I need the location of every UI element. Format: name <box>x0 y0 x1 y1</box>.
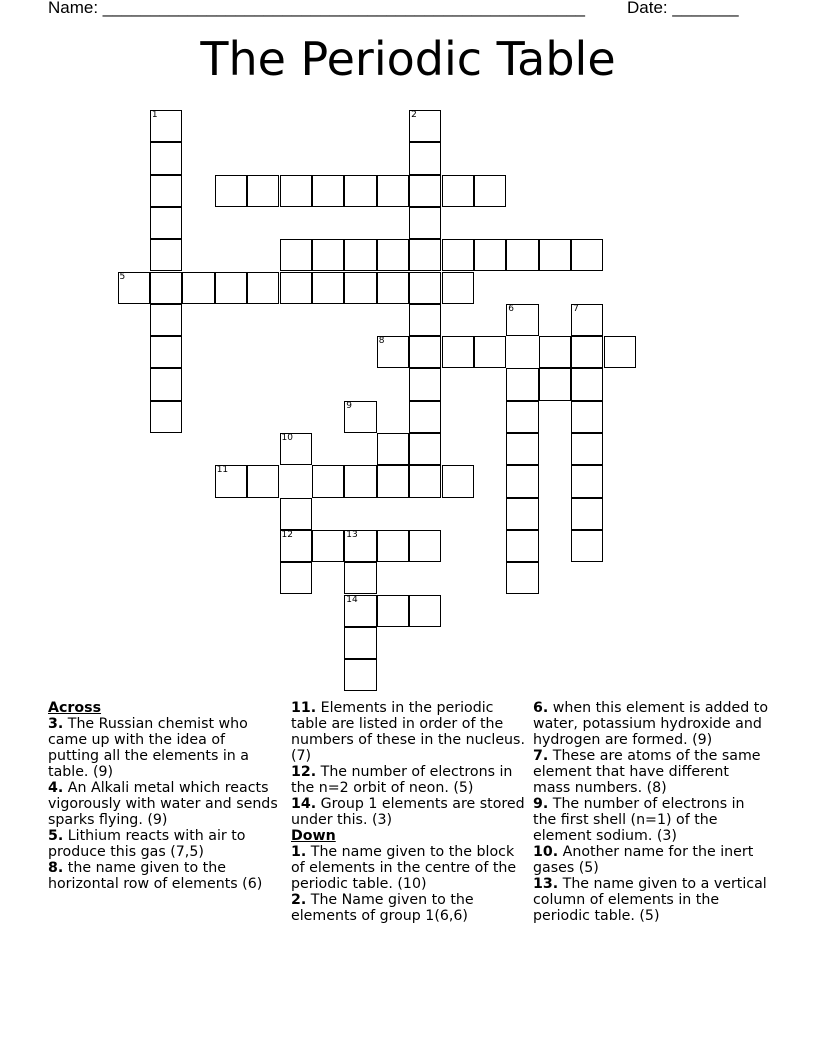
crossword-cell[interactable] <box>377 530 409 562</box>
clue-text: Group 1 elements are stored under this. (3) <box>291 796 525 828</box>
crossword-cell[interactable] <box>506 498 538 530</box>
crossword-cell[interactable] <box>312 530 344 562</box>
crossword-cell[interactable] <box>571 465 603 497</box>
clue-number-label: 10. <box>533 844 559 860</box>
crossword-cell[interactable] <box>312 239 344 271</box>
clue-text: The Russian chemist who came up with the idea of putting all the elements in a table. (9) <box>48 716 249 780</box>
clue-number-label: 9. <box>533 796 549 812</box>
crossword-cell[interactable] <box>280 175 312 207</box>
crossword-cell[interactable] <box>377 175 409 207</box>
crossword-cell[interactable] <box>280 498 312 530</box>
crossword-cell[interactable] <box>280 239 312 271</box>
crossword-cell[interactable] <box>571 304 603 336</box>
clue-number-label: 4. <box>48 780 64 796</box>
crossword-cell[interactable] <box>150 304 182 336</box>
crossword-cell[interactable] <box>344 627 376 659</box>
crossword-cell[interactable] <box>442 465 474 497</box>
clue-number: 2 <box>411 110 417 120</box>
crossword-cell[interactable] <box>312 272 344 304</box>
clue-text: when this element is added to water, potassium hydroxide and hydrogen are formed. (9) <box>533 700 769 748</box>
clue-text: The name given to the block of elements in the centre of the periodic table. (10) <box>291 844 517 892</box>
crossword-cell[interactable] <box>150 175 182 207</box>
crossword-cell[interactable] <box>409 175 441 207</box>
clue-item <box>48 716 278 780</box>
clue-number-label: 13. <box>533 876 559 892</box>
clue-item <box>533 876 769 924</box>
crossword-cell[interactable] <box>571 336 603 368</box>
across-heading: Across <box>48 700 102 716</box>
crossword-cell[interactable] <box>539 239 571 271</box>
crossword-cell[interactable] <box>442 175 474 207</box>
crossword-cell[interactable] <box>377 239 409 271</box>
clue-text: Lithium reacts with air to produce this gas (7,5) <box>48 828 246 860</box>
clue-text: Another name for the inert gases (5) <box>533 844 754 876</box>
crossword-cell[interactable] <box>539 368 571 400</box>
crossword-cell[interactable] <box>506 239 538 271</box>
crossword-cell[interactable] <box>506 304 538 336</box>
crossword-cell[interactable] <box>474 175 506 207</box>
clue-number: 1 <box>151 110 158 120</box>
crossword-cell[interactable] <box>280 272 312 304</box>
clue-text: The number of electrons in the n=2 orbit of neon. (5) <box>291 764 513 796</box>
crossword-cell[interactable] <box>344 530 376 562</box>
crossword-cell[interactable] <box>344 239 376 271</box>
clue-number: 11 <box>216 465 229 476</box>
crossword-cell[interactable] <box>344 659 376 691</box>
crossword-cell[interactable] <box>506 465 538 497</box>
crossword-cell[interactable] <box>247 465 279 497</box>
crossword-cell[interactable] <box>539 336 571 368</box>
page-title: The Periodic Table <box>200 32 616 86</box>
crossword-cell[interactable] <box>409 207 441 239</box>
clue-text: the name given to the horizontal row of elements (6) <box>48 860 263 892</box>
clue-text: The name given to a vertical column of elements in the periodic table. (5) <box>533 876 767 924</box>
crossword-cell[interactable] <box>150 207 182 239</box>
crossword-cell[interactable] <box>377 465 409 497</box>
crossword-cell[interactable] <box>215 465 247 497</box>
crossword-cell[interactable] <box>409 530 441 562</box>
crossword-cell[interactable] <box>506 433 538 465</box>
clue-number-label: 11. <box>291 700 317 716</box>
clue-number-label: 7. <box>533 748 549 764</box>
crossword-cell[interactable] <box>280 433 312 465</box>
crossword-cell[interactable] <box>506 530 538 562</box>
crossword-cell[interactable] <box>280 530 312 562</box>
crossword-cell[interactable] <box>280 562 312 594</box>
crossword-cell[interactable] <box>604 336 636 368</box>
clues-column-3 <box>533 700 769 924</box>
crossword-cell[interactable] <box>344 465 376 497</box>
crossword-cell[interactable] <box>506 401 538 433</box>
crossword-cell[interactable] <box>215 175 247 207</box>
crossword-cell[interactable] <box>409 433 441 465</box>
clue-item <box>291 892 527 924</box>
crossword-cell[interactable] <box>409 239 441 271</box>
crossword-cell[interactable] <box>409 401 441 433</box>
crossword-cell[interactable] <box>409 595 441 627</box>
crossword-cell[interactable] <box>118 272 150 304</box>
clue-item <box>533 748 769 796</box>
crossword-cell[interactable] <box>247 272 279 304</box>
crossword-cell[interactable] <box>150 110 182 142</box>
clue-number-label: 3. <box>48 716 64 732</box>
clue-number: 7 <box>573 303 579 314</box>
crossword-cell[interactable] <box>474 336 506 368</box>
down-heading: Down <box>291 828 336 844</box>
crossword-cell[interactable] <box>150 142 182 174</box>
crossword-cell[interactable] <box>312 175 344 207</box>
crossword-cell[interactable] <box>182 272 214 304</box>
crossword-cell[interactable] <box>409 336 441 368</box>
crossword-cell[interactable] <box>409 465 441 497</box>
crossword-cell[interactable] <box>215 272 247 304</box>
clue-number: 13 <box>346 529 358 540</box>
crossword-cell[interactable] <box>377 272 409 304</box>
clue-number: 10 <box>281 433 293 443</box>
date-field: Date: _______ <box>627 0 739 17</box>
crossword-cell[interactable] <box>571 530 603 562</box>
clue-number-label: 2. <box>291 892 307 908</box>
clue-item <box>48 780 278 828</box>
crossword-cell[interactable] <box>344 272 376 304</box>
clues-column-1 <box>48 700 278 892</box>
crossword-cell[interactable] <box>442 272 474 304</box>
clue-number-label: 12. <box>291 764 317 780</box>
clue-number: 8 <box>378 336 385 347</box>
clue-number: 5 <box>119 271 126 282</box>
crossword-cell[interactable] <box>409 110 441 142</box>
crossword-cell[interactable] <box>377 433 409 465</box>
crossword-cell[interactable] <box>150 336 182 368</box>
clue-item <box>291 700 527 764</box>
crossword-cell[interactable] <box>150 368 182 400</box>
clue-text: These are atoms of the same element that have different mass numbers. (8) <box>533 748 761 796</box>
crossword-cell[interactable] <box>344 401 376 433</box>
clue-item <box>48 860 278 892</box>
clue-text: The Name given to the elements of group 1(6,6) <box>291 892 474 924</box>
crossword-cell[interactable] <box>150 401 182 433</box>
clue-text: An Alkali metal which reacts vigorously with water and sends sparks flying. (9) <box>48 780 278 828</box>
crossword-cell[interactable] <box>377 336 409 368</box>
crossword-cell[interactable] <box>409 142 441 174</box>
crossword-cell[interactable] <box>409 368 441 400</box>
clue-text: The number of electrons in the first shell (n=1) of the element sodium. (3) <box>533 796 745 844</box>
crossword-cell[interactable] <box>474 239 506 271</box>
crossword-cell[interactable] <box>409 272 441 304</box>
clue-number-label: 6. <box>533 700 549 716</box>
clue-number: 14 <box>346 594 358 605</box>
crossword-cell[interactable] <box>150 272 182 304</box>
crossword-cell[interactable] <box>571 368 603 400</box>
clue-number-label: 14. <box>291 796 317 812</box>
clue-item <box>291 764 527 796</box>
clue-item <box>533 844 769 876</box>
crossword-cell[interactable] <box>506 562 538 594</box>
clue-number-label: 8. <box>48 860 64 876</box>
clue-item <box>533 796 769 844</box>
crossword-cell[interactable] <box>571 433 603 465</box>
crossword-cell[interactable] <box>150 239 182 271</box>
clue-item <box>291 844 527 892</box>
crossword-cell[interactable] <box>377 595 409 627</box>
clue-number: 12 <box>281 529 293 540</box>
clues-column-2 <box>291 700 527 924</box>
crossword-cell[interactable] <box>247 175 279 207</box>
name-field: Name: ___________________________________________________ <box>48 0 585 17</box>
clue-text: Elements in the periodic table are listed in order of the numbers of these in the nucleus. (7) <box>291 700 525 764</box>
crossword-cell[interactable] <box>344 595 376 627</box>
crossword-cell[interactable] <box>312 465 344 497</box>
clue-number: 9 <box>346 400 353 411</box>
crossword-cell[interactable] <box>442 239 474 271</box>
crossword-cell[interactable] <box>409 304 441 336</box>
crossword-cell[interactable] <box>571 498 603 530</box>
crossword-cell[interactable] <box>344 175 376 207</box>
crossword-cell[interactable] <box>506 368 538 400</box>
crossword-cell[interactable] <box>571 401 603 433</box>
clue-item <box>291 796 527 828</box>
crossword-cell[interactable] <box>442 336 474 368</box>
clue-number-label: 1. <box>291 844 307 860</box>
crossword-cell[interactable] <box>344 562 376 594</box>
crossword-cell[interactable] <box>571 239 603 271</box>
clue-number: 6 <box>508 303 515 314</box>
clue-number-label: 5. <box>48 828 64 844</box>
clue-item <box>533 700 769 748</box>
clue-item <box>48 828 278 860</box>
